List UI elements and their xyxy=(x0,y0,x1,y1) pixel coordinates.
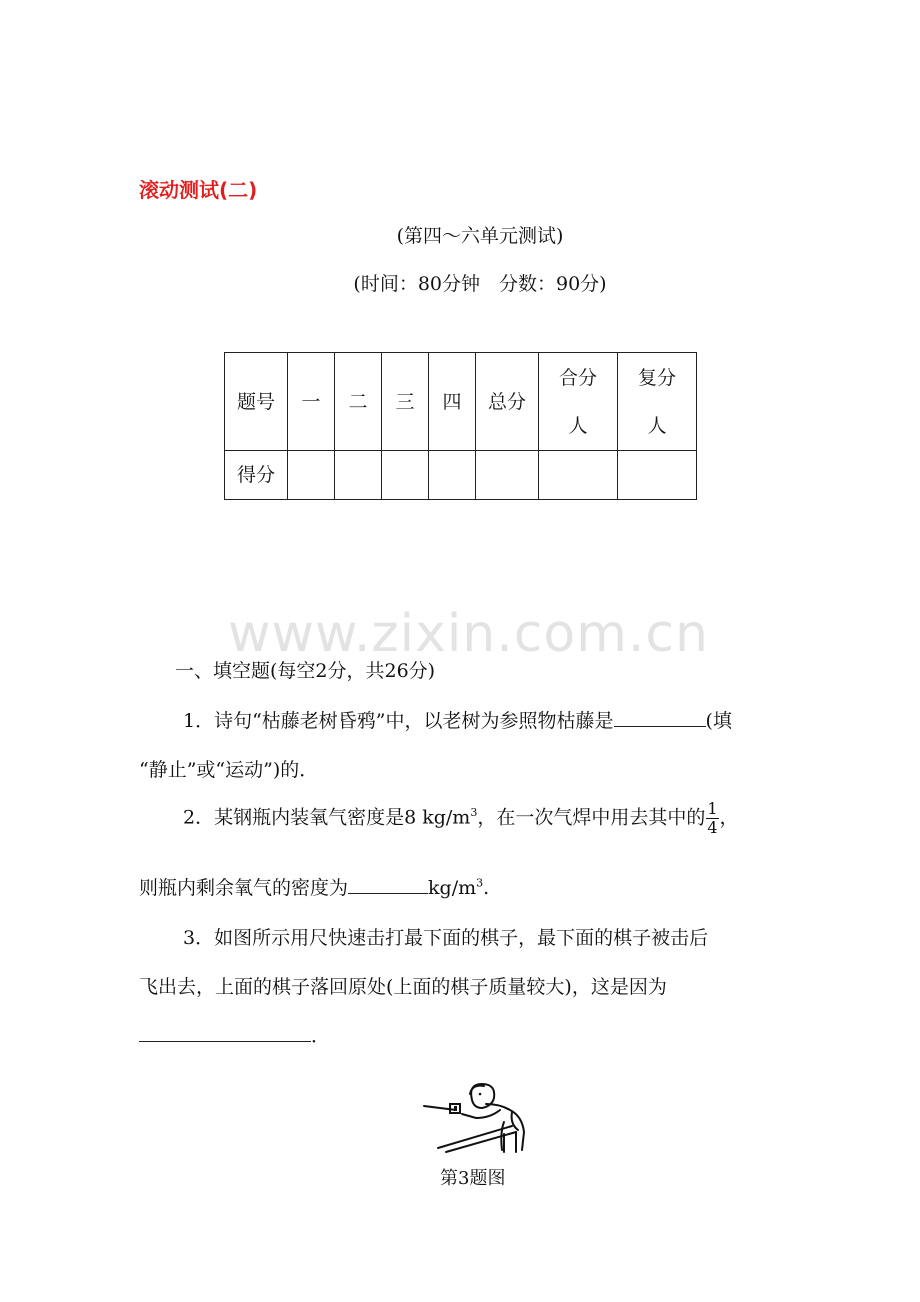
fraction-denominator: 4 xyxy=(707,818,718,837)
question-2-line-2 xyxy=(139,873,789,900)
score-cell[interactable] xyxy=(335,451,382,500)
header-cell: 四 xyxy=(429,353,476,451)
superscript: 3 xyxy=(476,876,484,890)
q1-text: 1．诗句“枯藤老树昏鸦”中，以老树为参照物枯藤是 xyxy=(183,710,614,732)
row-label: 得分 xyxy=(225,451,288,500)
q2-text: 2．某钢瓶内装氧气密度是8 kg/m xyxy=(183,806,471,829)
header-cell-line: 合分 xyxy=(558,366,597,389)
score-cell[interactable] xyxy=(288,451,335,500)
header-cell-line: 人 xyxy=(647,414,667,437)
header-cell: 三 xyxy=(382,353,429,451)
figure-person-striking-chess-pieces xyxy=(420,1082,550,1154)
fraction-numerator: 1 xyxy=(707,799,718,818)
q2-text: ， xyxy=(719,806,739,829)
score-cell[interactable] xyxy=(382,451,429,500)
header-cell-line: 复分 xyxy=(637,366,676,389)
q2-text: . xyxy=(483,877,490,899)
answer-blank-3[interactable] xyxy=(139,1023,311,1042)
q2-text: 则瓶内剩余氧气的密度为 xyxy=(139,877,349,899)
page-title: 滚动测试(二) xyxy=(139,178,258,202)
header-cell xyxy=(539,353,618,451)
section-heading: 一、填空题(每空2分，共26分) xyxy=(175,660,436,682)
question-1-line-2: “静止”或“运动”)的． xyxy=(139,759,319,781)
subtitle: (第四～六单元测试) xyxy=(396,225,564,247)
header-cell: 二 xyxy=(335,353,382,451)
q2-text: ，在一次气焊中用去其中的 xyxy=(477,806,706,829)
fraction xyxy=(706,800,718,837)
score-cell[interactable] xyxy=(539,451,618,500)
question-3-line-3 xyxy=(139,1021,789,1048)
q2-unit: kg/m xyxy=(428,877,477,899)
q1-text: (填 xyxy=(705,710,732,732)
score-cell[interactable] xyxy=(618,451,697,500)
time-info: (时间：80分钟 分数：90分) xyxy=(353,273,607,295)
answer-blank-2[interactable] xyxy=(348,875,428,894)
figure-caption: 第3题图 xyxy=(440,1168,506,1189)
score-cell[interactable] xyxy=(429,451,476,500)
score-table xyxy=(224,352,697,500)
watermark: www.zixin.com.cn xyxy=(228,604,709,664)
score-cell[interactable] xyxy=(476,451,539,500)
question-3-line-2: 飞出去，上面的棋子落回原处(上面的棋子质量较大)，这是因为 xyxy=(139,976,667,998)
question-3-line-1: 3．如图所示用尺快速击打最下面的棋子，最下面的棋子被击后 xyxy=(183,927,709,949)
header-cell: 一 xyxy=(288,353,335,451)
header-cell: 总分 xyxy=(476,353,539,451)
header-cell-line: 人 xyxy=(568,414,588,437)
answer-blank-1[interactable] xyxy=(614,708,706,727)
header-cell xyxy=(618,353,697,451)
q3-text: ． xyxy=(311,1025,331,1047)
header-cell: 题号 xyxy=(225,353,288,451)
question-2-line-1 xyxy=(183,800,793,837)
superscript: 3 xyxy=(470,806,478,820)
question-1-line-1 xyxy=(183,706,833,733)
